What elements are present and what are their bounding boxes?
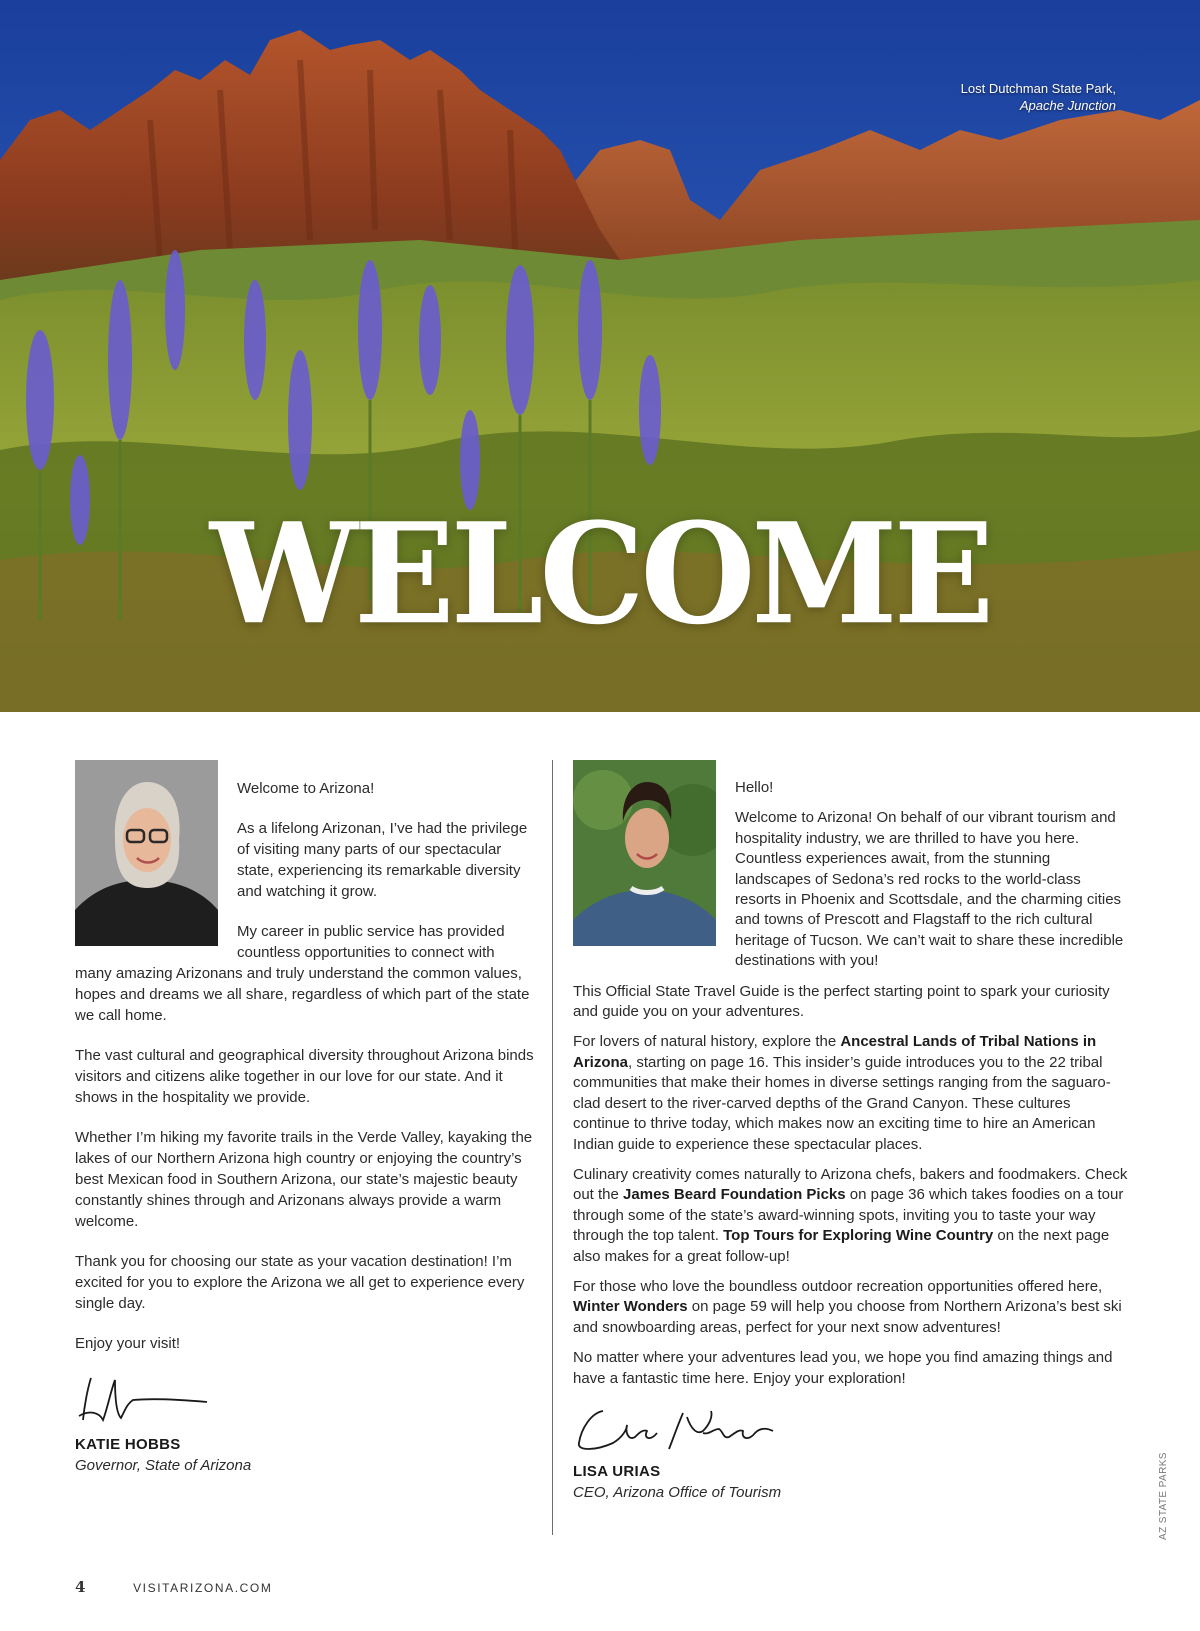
governor-portrait [75,760,218,946]
text-run: on page 36 which takes foodies on a tour through some of the state’s award-winning spots, inviting you to taste your way through the top talent. [573,1186,1124,1245]
photo-credit [1158,1452,1174,1540]
feature-link-james-beard: James Beard Foundation Picks [623,1186,846,1204]
feature-link-wine-country: Top Tours for Exploring Wine Country [723,1227,994,1245]
ceo-portrait [573,760,716,946]
photo-caption [961,80,1116,114]
letter-paragraph: Welcome to Arizona! On behalf of our vibrant tourism and hospitality industry, we are thrilled to have you here. Countless experiences await, from the stunning landscapes of Sedona’s red rocks to the world-class resorts in Phoenix and Scottsdale, and the charming cities and towns of Prescott and Flagstaff to the rich cultural heritage of Tucson. We can’t wait to share these incredible destinations with you! [735,809,1124,970]
letter-paragraph: This Official State Travel Guide is the perfect starting point to spark your curiosity and guide you on your adventures. [573,982,1110,1021]
website-link[interactable]: VISITARIZONA.COM [133,1581,273,1595]
letter-paragraph: Thank you for choosing our state as your vacation destination! I’m excited for you to explore the Arizona we all get to experience every single day. [75,1253,525,1312]
text-run: Culinary creativity comes naturally to Arizona chefs, bakers and foodmakers. Check out the [573,1165,1128,1204]
ceo-name: LISA URIAS [573,1462,661,1480]
letter-paragraph [573,1032,1128,1154]
governor-name: KATIE HOBBS [75,1436,181,1453]
photo-credit-text: AZ STATE PARKS [1158,1452,1169,1540]
letter-closing: Enjoy your visit! [75,1335,181,1352]
text-run: , starting on page 16. This insider’s guide introduces you to the 22 tribal communities that make their homes in diverse settings ranging from the saguaro-clad desert to the river-carved depths of the Grand Canyon. These cultures continue to thrive today, which makes now an exciting time to hire an American Indian guide to experience these spectacular places. [573,1053,1111,1153]
letter-paragraph [573,1165,1128,1267]
ceo-letter [573,760,1128,1504]
ceo-title: CEO, Arizona Office of Tourism [573,1483,782,1501]
letter-greeting: Hello! [735,779,774,796]
caption-place: Lost Dutchman State Park, [960,81,1116,96]
letter-paragraph [573,1277,1128,1338]
letter-paragraph: No matter where your adventures lead you, we hope you find amazing things and have a fantastic time here. Enjoy your exploration! [573,1349,1113,1387]
ceo-signature [573,1399,793,1457]
hero-photo [0,0,1200,712]
text-run: For those who love the boundless outdoor recreation opportunities offered here, [573,1277,1103,1295]
feature-link-ancestral-lands: Ancestral Lands of Tribal Nations in Arizona [573,1033,1097,1071]
letter-paragraph: Whether I’m hiking my favorite trails in the Verde Valley, kayaking the lakes of our Northern Arizona high country or enjoying the country’s best Mexican food in Southern Arizona, our state’s majestic beauty constantly shines through and Arizonans always provide a warm welcome. [75,1129,533,1230]
text-run: on the next page also makes for a great follow-up! [573,1227,1110,1265]
governor-title: Governor, State of Arizona [75,1457,252,1474]
welcome-headline: WELCOME [209,493,991,656]
text-run: For lovers of natural history, explore the [573,1033,841,1051]
feature-link-winter-wonders: Winter Wonders [573,1298,688,1316]
governor-signature [75,1370,215,1430]
column-divider [552,760,553,1535]
letter-paragraph: As a lifelong Arizonan, I’ve had the privilege of visiting many parts of our spectacular state, experiencing its remarkable diversity and watching it grow. [237,820,528,900]
governor-letter [75,760,535,1477]
page-number: 4 [75,1578,86,1596]
page-footer [75,1578,272,1596]
letter-paragraph: The vast cultural and geographical diversity throughout Arizona binds visitors and citizens alike together in our love for our state. And it shows in the hospitality we provide. [75,1047,534,1106]
letter-paragraph: My career in public service has provided countless opportunities to connect with many amazing Arizonans and truly understand the common values, hopes and dreams we all share, regardless of which part of the state we call home. [75,923,530,1024]
text-run: on page 59 will help you choose from Northern Arizona’s best ski and snowboarding areas, perfect for your next snow adventures! [573,1298,1122,1336]
caption-city: Apache Junction [1019,98,1116,113]
letter-greeting: Welcome to Arizona! [237,780,375,797]
